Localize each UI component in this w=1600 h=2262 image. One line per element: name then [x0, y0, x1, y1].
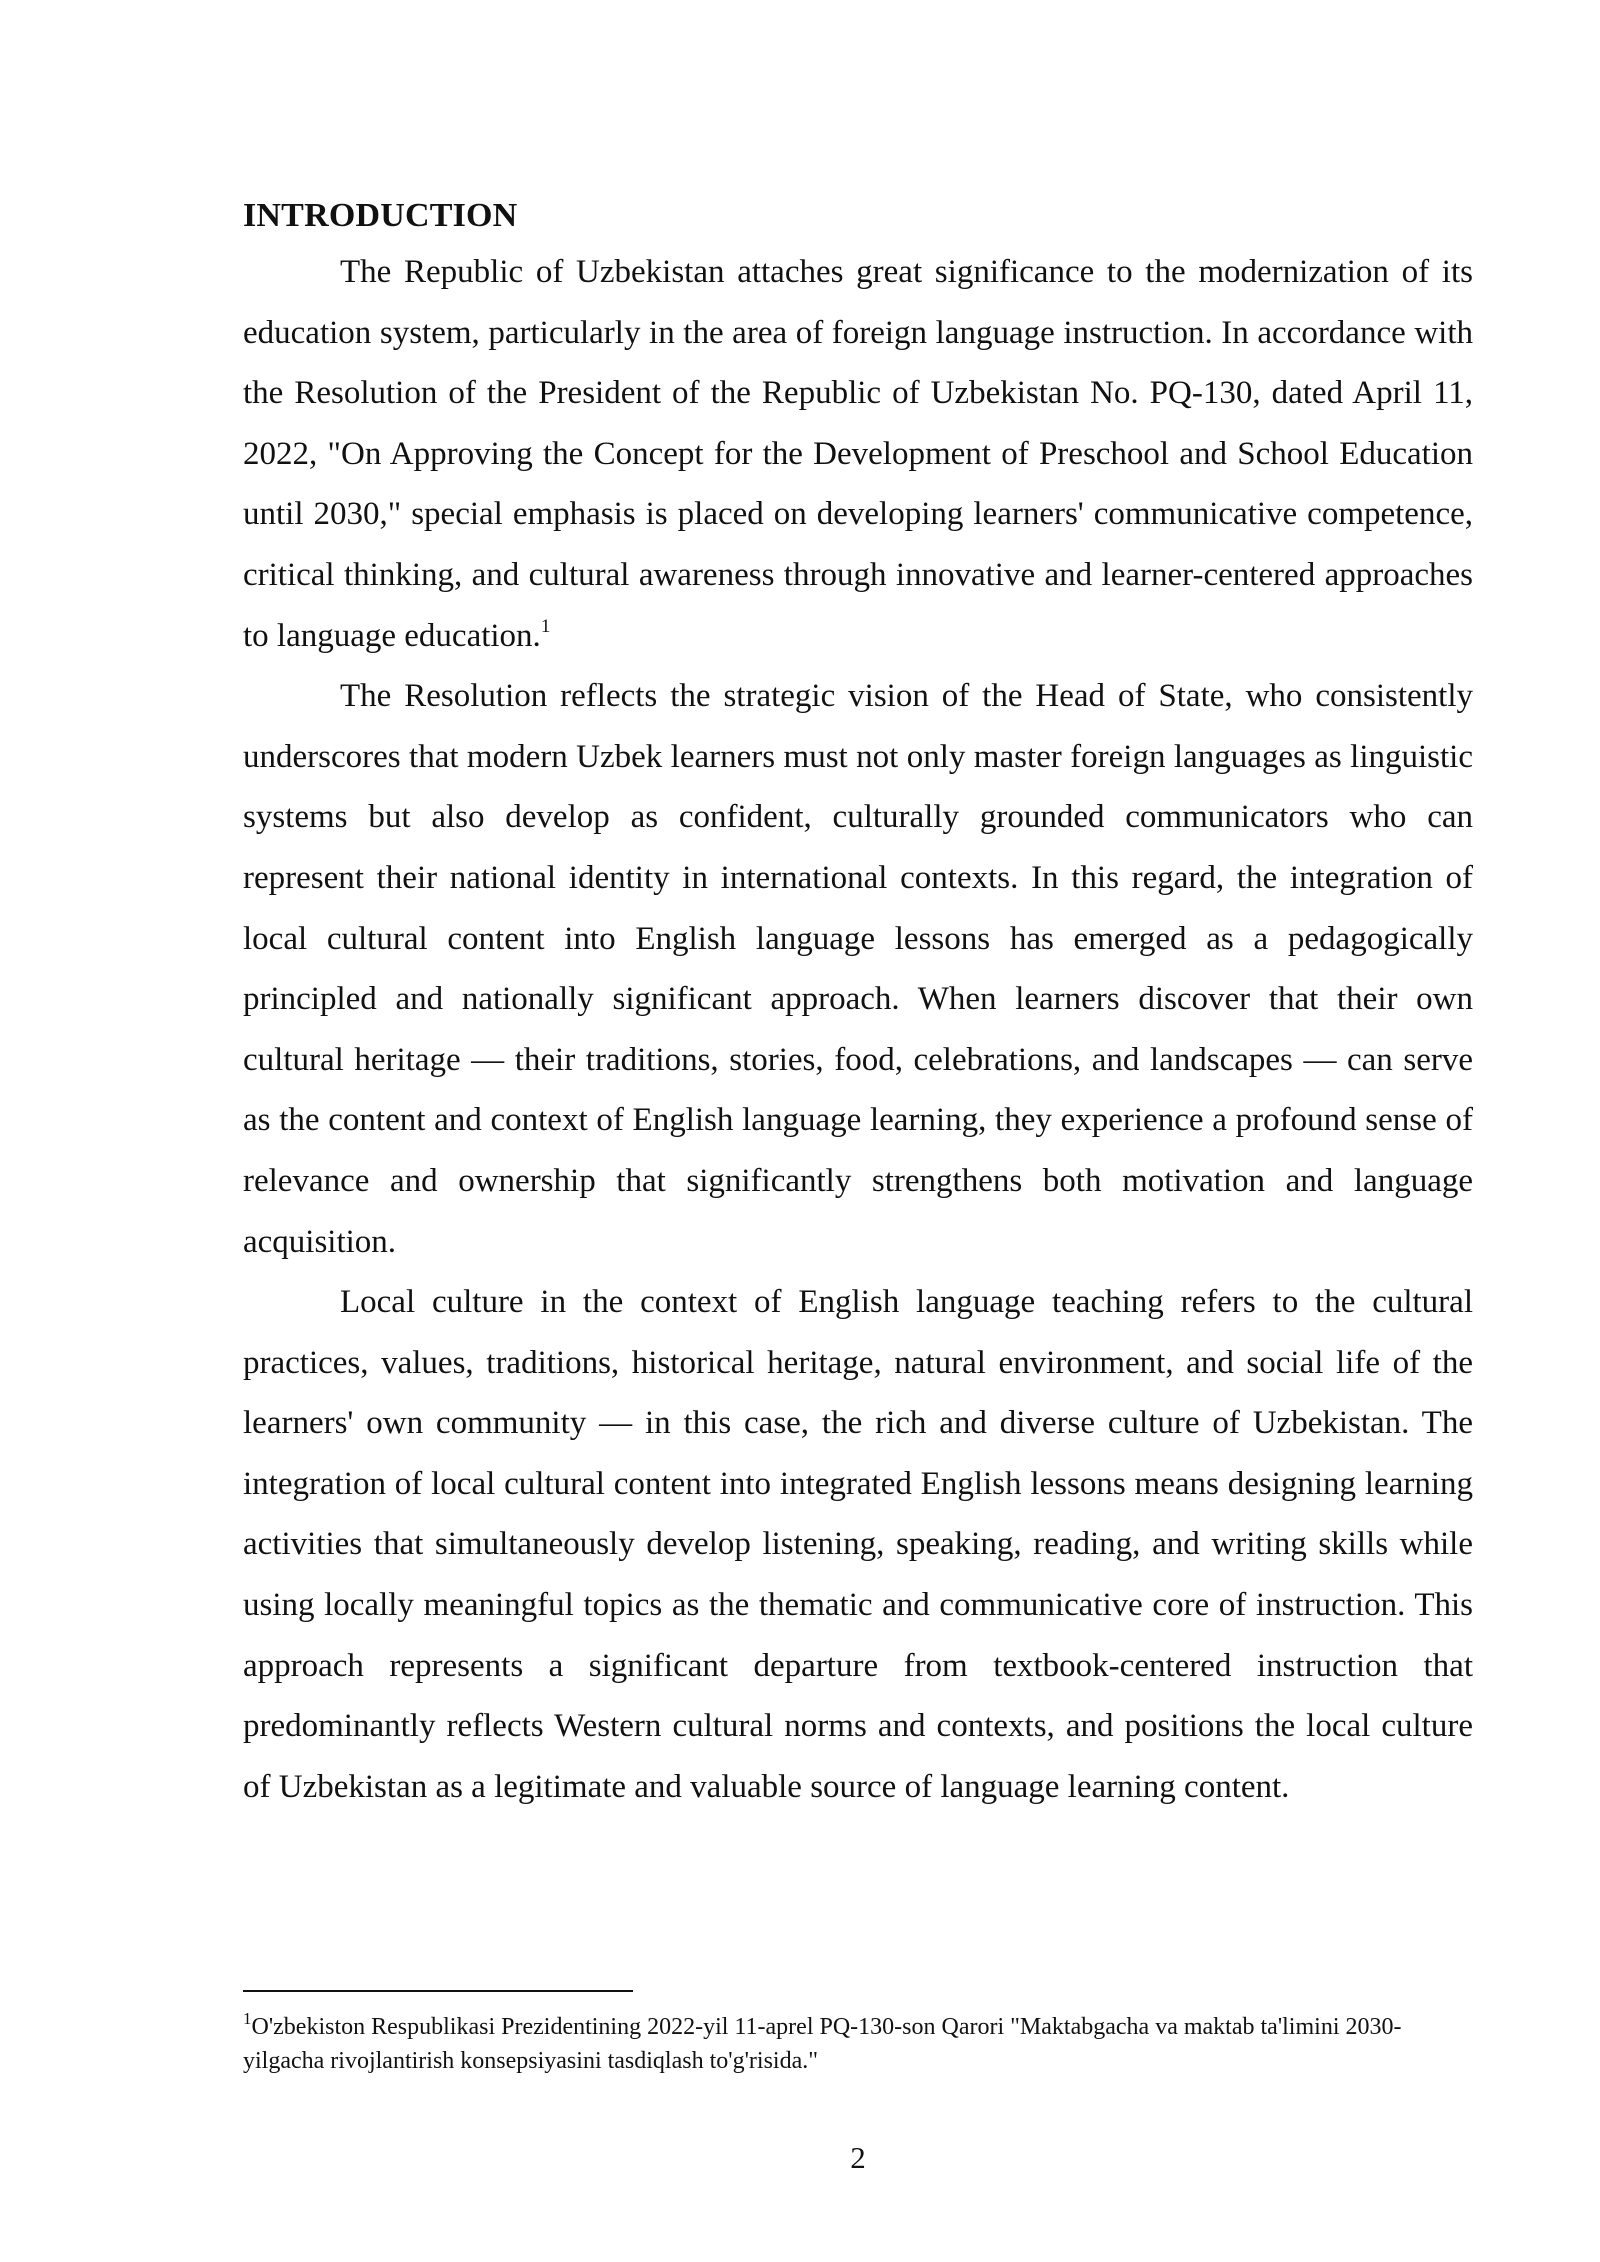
page-body [243, 190, 1473, 1817]
paragraph-2: The Resolution reflects the strategic vision of the Head of State, who consistently underscores that modern Uzbek learners must not only master foreign languages as linguistic systems but also develop as confident, culturally grounded communicators who can represent their national identity in international contexts. In this regard, the integration of local cultural content into English language lessons has emerged as a pedagogically principled and nationally significant approach. When learners discover that their own cultural heritage — their traditions, stories, food, celebrations, and landscapes — can serve as the content and context of English language learning, they experience a profound sense of relevance and ownership that significantly strengthens both motivation and language acquisition. [243, 678, 1473, 1260]
footnote-reference: 1 [540, 615, 551, 637]
paragraph-3: Local culture in the context of English language teaching refers to the cultural practices, values, traditions, historical heritage, natural environment, and social life of the learners' own community — in this case, the rich and diverse culture of Uzbekistan. The integration of local cultural content into integrated English lessons means designing learning activities that simultaneously develop listening, speaking, reading, and writing skills while using locally meaningful topics as the thematic and communicative core of instruction. This approach represents a significant departure from textbook-centered instruction that predominantly reflects Western cultural norms and contexts, and positions the local culture of Uzbekistan as a legitimate and valuable source of language learning content. [243, 1284, 1473, 1805]
footnote [243, 2010, 1473, 2078]
section-heading: INTRODUCTION [243, 197, 518, 234]
paragraph-1-text: The Republic of Uzbekistan attaches great significance to the modernization of its education system, particularly in the area of foreign language instruction. In accordance with the Resolution of the President of the Republic of Uzbekistan No. PQ-130, dated April 11, 2022, "On Approving the Concept for the Development of Preschool and School Education until 2030," special emphasis is placed on developing learners' communicative competence, critical thinking, and cultural awareness through innovative and learner-centered approaches to language education. [243, 254, 1473, 654]
paragraph-1 [243, 242, 1473, 666]
footnote-text: O'zbekiston Respublikasi Prezidentining 2022-yil 11-aprel PQ-130-son Qarori "Maktabgacha va maktab ta'limini 2030-yilgacha rivojlantirish konsepsiyasini tasdiqlash to'g'risida." [243, 2014, 1402, 2074]
footnote-separator [243, 1990, 633, 1992]
footnote-marker: 1 [243, 2009, 252, 2028]
page-number: 2 [850, 2140, 866, 2175]
